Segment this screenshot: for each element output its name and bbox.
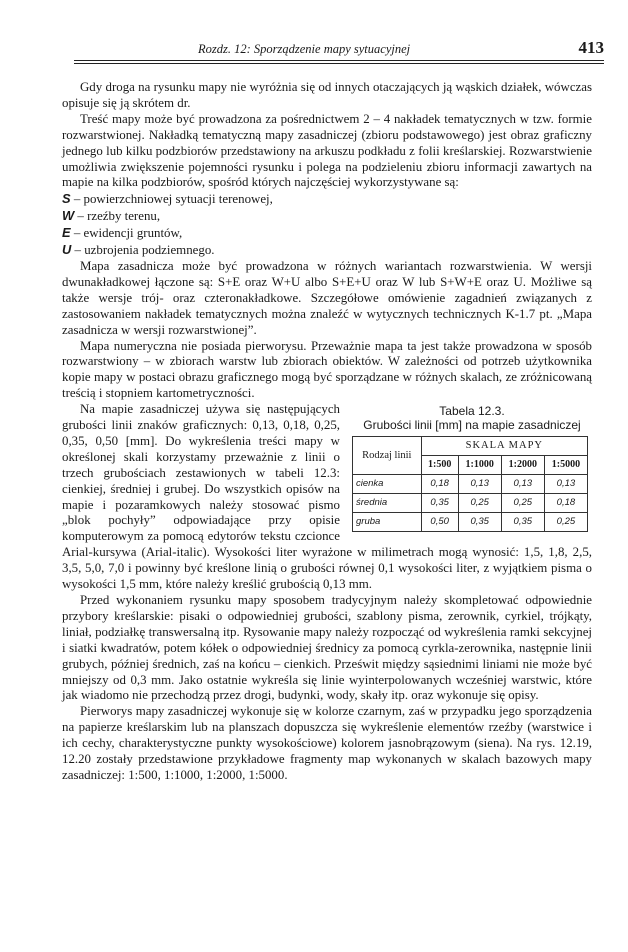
table-caption-label: Tabela 12.3. bbox=[439, 404, 505, 419]
paragraph: Treść mapy może być prowadzona za pośrednictwem 2 – 4 nakładek tematycznych w tzw. formie rozwarstwionej. Nakładką tematyczną mapy zasadniczej (zbioru podstawowego) jest obraz graficzny jednego lub kilku podzbiorów przedstawiony na arkuszu podkładu z folii kreślarskiej. Rozwarstwienie umożliwia zwiększenie pojemności rysunku i polega na podzieleniu zbioru informacji zawartych na mapie na kilka podzbiorów, spośród których najczęściej wykorzystywane są: bbox=[62, 111, 592, 190]
table-caption: Grubości linii [mm] na mapie zasadniczej bbox=[363, 418, 581, 433]
table-row-header: Rodzaj linii bbox=[353, 437, 422, 475]
scale-header: 1:5000 bbox=[544, 456, 587, 475]
header-rule bbox=[74, 60, 604, 61]
list-item: E – ewidencji gruntów, bbox=[62, 225, 183, 241]
page-number: 413 bbox=[578, 38, 604, 57]
paragraph: Mapa zasadnicza może być prowadzona w różnych wariantach rozwarstwienia. W wersji dwunakładkowej łączone są: S+E oraz W+U albo S+E+U oraz W lub S+W+E oraz U. Możliwe są także wersje trój- oraz czteronakładkowe. Szczegółowe omówienie zagadnień związanych z zastosowaniem nakładek tematycznych można znaleźć w wytycznych technicznych K-1.7 pt. „Mapa zasadnicza w wersji rozwarstwionej”. bbox=[62, 258, 592, 337]
paragraph: Mapa numeryczna nie posiada pierworysu. Przeważnie mapa ta jest także prowadzona w sposób rozwarstwiony – w zbiorach warstw lub zbiorach obiektów. W zależności od potrzeb użytkownika kopie mapy w postaci obrazu graficznego mogą być sporządzane w różnych skalach, ze zróżnicowaną treścią i stopniem kartometryczności. bbox=[62, 338, 592, 401]
paragraph: Gdy droga na rysunku mapy nie wyróżnia się od innych otaczających ją wąskich działek, wówczas opisuje się ją skrótem dr. bbox=[62, 80, 592, 110]
list-item: S – powierzchniowej sytuacji terenowej, bbox=[62, 191, 273, 207]
list-item: U – uzbrojenia podziemnego. bbox=[62, 242, 215, 258]
table-row: średnia 0,35 0,25 0,25 0,18 bbox=[353, 494, 588, 513]
scale-header: 1:500 bbox=[421, 456, 458, 475]
paragraph: Na mapie zasadniczej używa się następujących grubości linii znaków graficznych: 0,13, 0,18, 0,25, 0,35, 0,50 [mm]. Do wykreślenia treści mapy w określonej skali korzystamy przeważnie z linii o trzech grubościach zestawionych w tabeli 12.3: cienkiej, średniej i grubej. Do wszystkich opisów na mapie i pozaramkowych należy stosować pismo „blok pochyły” odpowiadające przy opisie komputerowym za pomocą edytorów tekstu czcionce Arial-kursywa (Arial-italic). Wysokości liter wyrażone w milimetrach mogą wynosić: 1,5, 1,8, 2,5, 3,5, 5,0, 7,0 i powinny być kreślone linią o grubości równej 0,1 wysokości liter, z wyjątkiem pisma o wysokości 1,5 mm, które należy kreślić grubością 0,13 mm. bbox=[62, 402, 592, 592]
page-header bbox=[74, 36, 604, 64]
table-row: gruba 0,50 0,35 0,35 0,25 bbox=[353, 513, 588, 532]
line-thickness-table bbox=[352, 436, 588, 532]
header-rule-second bbox=[74, 63, 604, 64]
table-group-header: SKALA MAPY bbox=[421, 437, 587, 456]
running-head: Rozdz. 12: Sporządzenie mapy sytuacyjnej bbox=[198, 42, 411, 56]
paragraph: Przed wykonaniem rysunku mapy sposobem tradycyjnym należy skompletować odpowiednie przybory kreślarskie: pisaki o odpowiedniej grubości, szablony pisma, zerownik, cyrkiel, trójkąty, liniał, podziałkę transwersalną itp. Rysowanie mapy należy rozpocząć od wykreślenia ramki sekcyjnej i siatki kwadratów, potem kółek o odpowiedniej średnicy za pomocą cyrkla-zerownika, następnie linii grubych, później średnich, zaś na końcu – cienkich. Prześwit między sąsiednimi liniami nie może być mniejszy od 0,3 mm. Jako ostatnie wykreśla się linie wyinterpolowanych wcześniej warstwic, które jak wiadomo nie przechodzą przez drogi, budynki, wody, skały itp. oraz wykonuje się opisy. bbox=[62, 593, 592, 703]
list-item: W – rzeźby terenu, bbox=[62, 208, 161, 224]
page-body bbox=[62, 80, 592, 784]
paragraph: Pierworys mapy zasadniczej wykonuje się w kolorze czarnym, zaś w przypadku jego sporządzenia na papierze kreślarskim lub na planszach dopuszcza się wykreślenie elementów rzeźby (warstwice i ich cechy, charakterystyczne punkty wysokościowe) kolorem jasnobrązowym (siena). Na rys. 12.19, 12.20 zostały przedstawione przykładowe fragmenty map wykonanych w skalach bazowych mapy zasadniczej: 1:500, 1:1000, 1:2000, 1:5000. bbox=[62, 704, 592, 782]
table-block bbox=[352, 404, 592, 532]
scale-header: 1:1000 bbox=[458, 456, 501, 475]
table-row: cienka 0,18 0,13 0,13 0,13 bbox=[353, 475, 588, 494]
scale-header: 1:2000 bbox=[501, 456, 544, 475]
